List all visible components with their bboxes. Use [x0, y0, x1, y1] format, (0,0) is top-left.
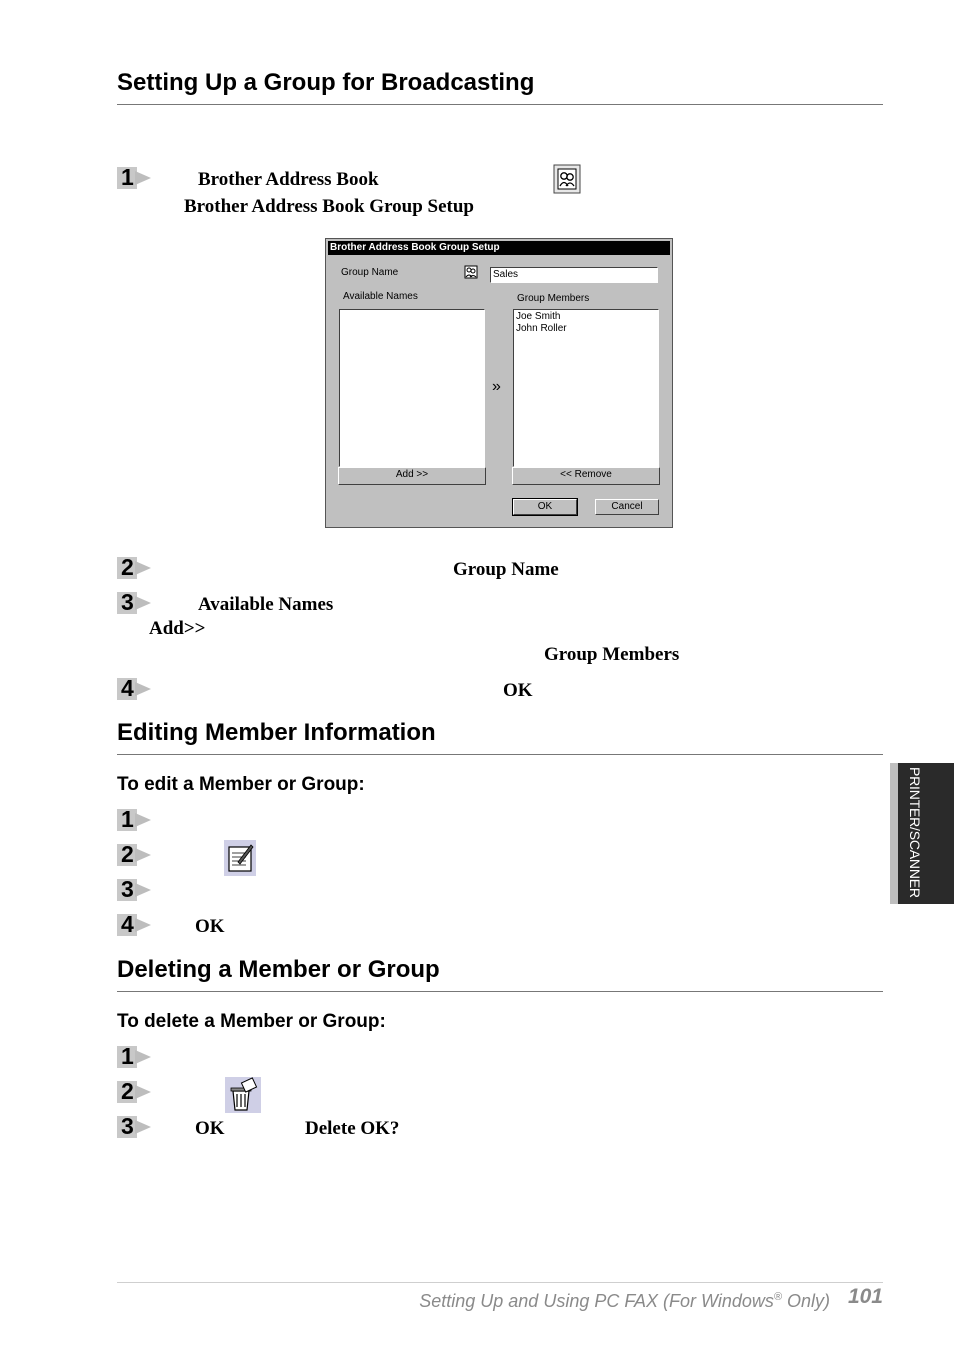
step-text-bold: OK [195, 1118, 225, 1139]
group-setup-dialog [325, 238, 673, 528]
edit-icon [224, 840, 256, 876]
footer-rule [117, 1282, 883, 1283]
step-marker [117, 1043, 157, 1070]
section-rule [117, 754, 883, 755]
step-text-bold: Group Members [544, 644, 680, 665]
available-names-list[interactable] [339, 309, 485, 467]
list-item[interactable]: Joe Smith [516, 311, 561, 322]
step-text-bold: Add>> [149, 618, 206, 639]
section-title-broadcast: Setting Up a Group for Broadcasting [117, 69, 535, 96]
address-book-group-icon [553, 164, 581, 194]
step-number: 1 [121, 806, 134, 832]
available-names-label: Available Names [343, 291, 418, 302]
subsection-title-edit: To edit a Member or Group: [117, 774, 365, 795]
group-name-input[interactable]: Sales [490, 267, 658, 283]
cancel-button[interactable]: Cancel [595, 499, 659, 515]
step-number: 1 [121, 164, 134, 190]
remove-button[interactable]: << Remove [512, 467, 660, 485]
step-marker [117, 1078, 157, 1105]
step-marker [117, 589, 157, 616]
delete-trash-icon [225, 1077, 261, 1113]
footer-text: Setting Up and Using PC FAX (For Windows® Only) [419, 1291, 830, 1311]
step-number: 3 [121, 589, 134, 615]
page-number: 101 [847, 1285, 883, 1308]
step-text-bold: Brother Address Book Group Setup [184, 196, 475, 217]
move-arrow-icon: » [492, 378, 501, 395]
step-marker [117, 1113, 157, 1140]
step-marker [117, 164, 157, 191]
step-number: 3 [121, 876, 134, 902]
group-members-label: Group Members [517, 293, 590, 304]
step-marker [117, 876, 157, 903]
step-number: 1 [121, 1043, 134, 1069]
step-marker [117, 554, 157, 581]
step-number: 4 [121, 675, 134, 701]
section-rule [117, 104, 883, 105]
step-text-bold: Delete OK? [305, 1118, 400, 1139]
step-number: 2 [121, 554, 134, 580]
dialog-title: Brother Address Book Group Setup [328, 241, 670, 255]
step-number: 2 [121, 1078, 134, 1104]
section-title-editing: Editing Member Information [117, 719, 436, 746]
step-number: 2 [121, 841, 134, 867]
step-number: 4 [121, 911, 134, 937]
step-text-bold: Brother Address Book [198, 169, 379, 190]
section-title-deleting: Deleting a Member or Group [117, 956, 440, 983]
group-name-label: Group Name [341, 267, 399, 278]
step-text-bold: Group Name [453, 559, 559, 580]
group-members-list[interactable] [513, 309, 659, 467]
step-text-bold: Available Names [198, 594, 334, 615]
step-number: 3 [121, 1113, 134, 1139]
subsection-title-delete: To delete a Member or Group: [117, 1011, 386, 1032]
section-rule [117, 991, 883, 992]
list-item[interactable]: John Roller [516, 323, 567, 334]
step-marker [117, 911, 157, 938]
step-text-bold: OK [503, 680, 533, 701]
side-tab-label: PRINTER/SCANNER [907, 767, 923, 898]
step-text-bold: OK [195, 916, 225, 937]
step-marker [117, 675, 157, 702]
ok-button[interactable]: OK [513, 499, 577, 515]
group-icon [464, 265, 478, 279]
step-marker [117, 806, 157, 833]
step-marker [117, 841, 157, 868]
add-button[interactable]: Add >> [338, 467, 486, 485]
side-tab [890, 763, 954, 904]
